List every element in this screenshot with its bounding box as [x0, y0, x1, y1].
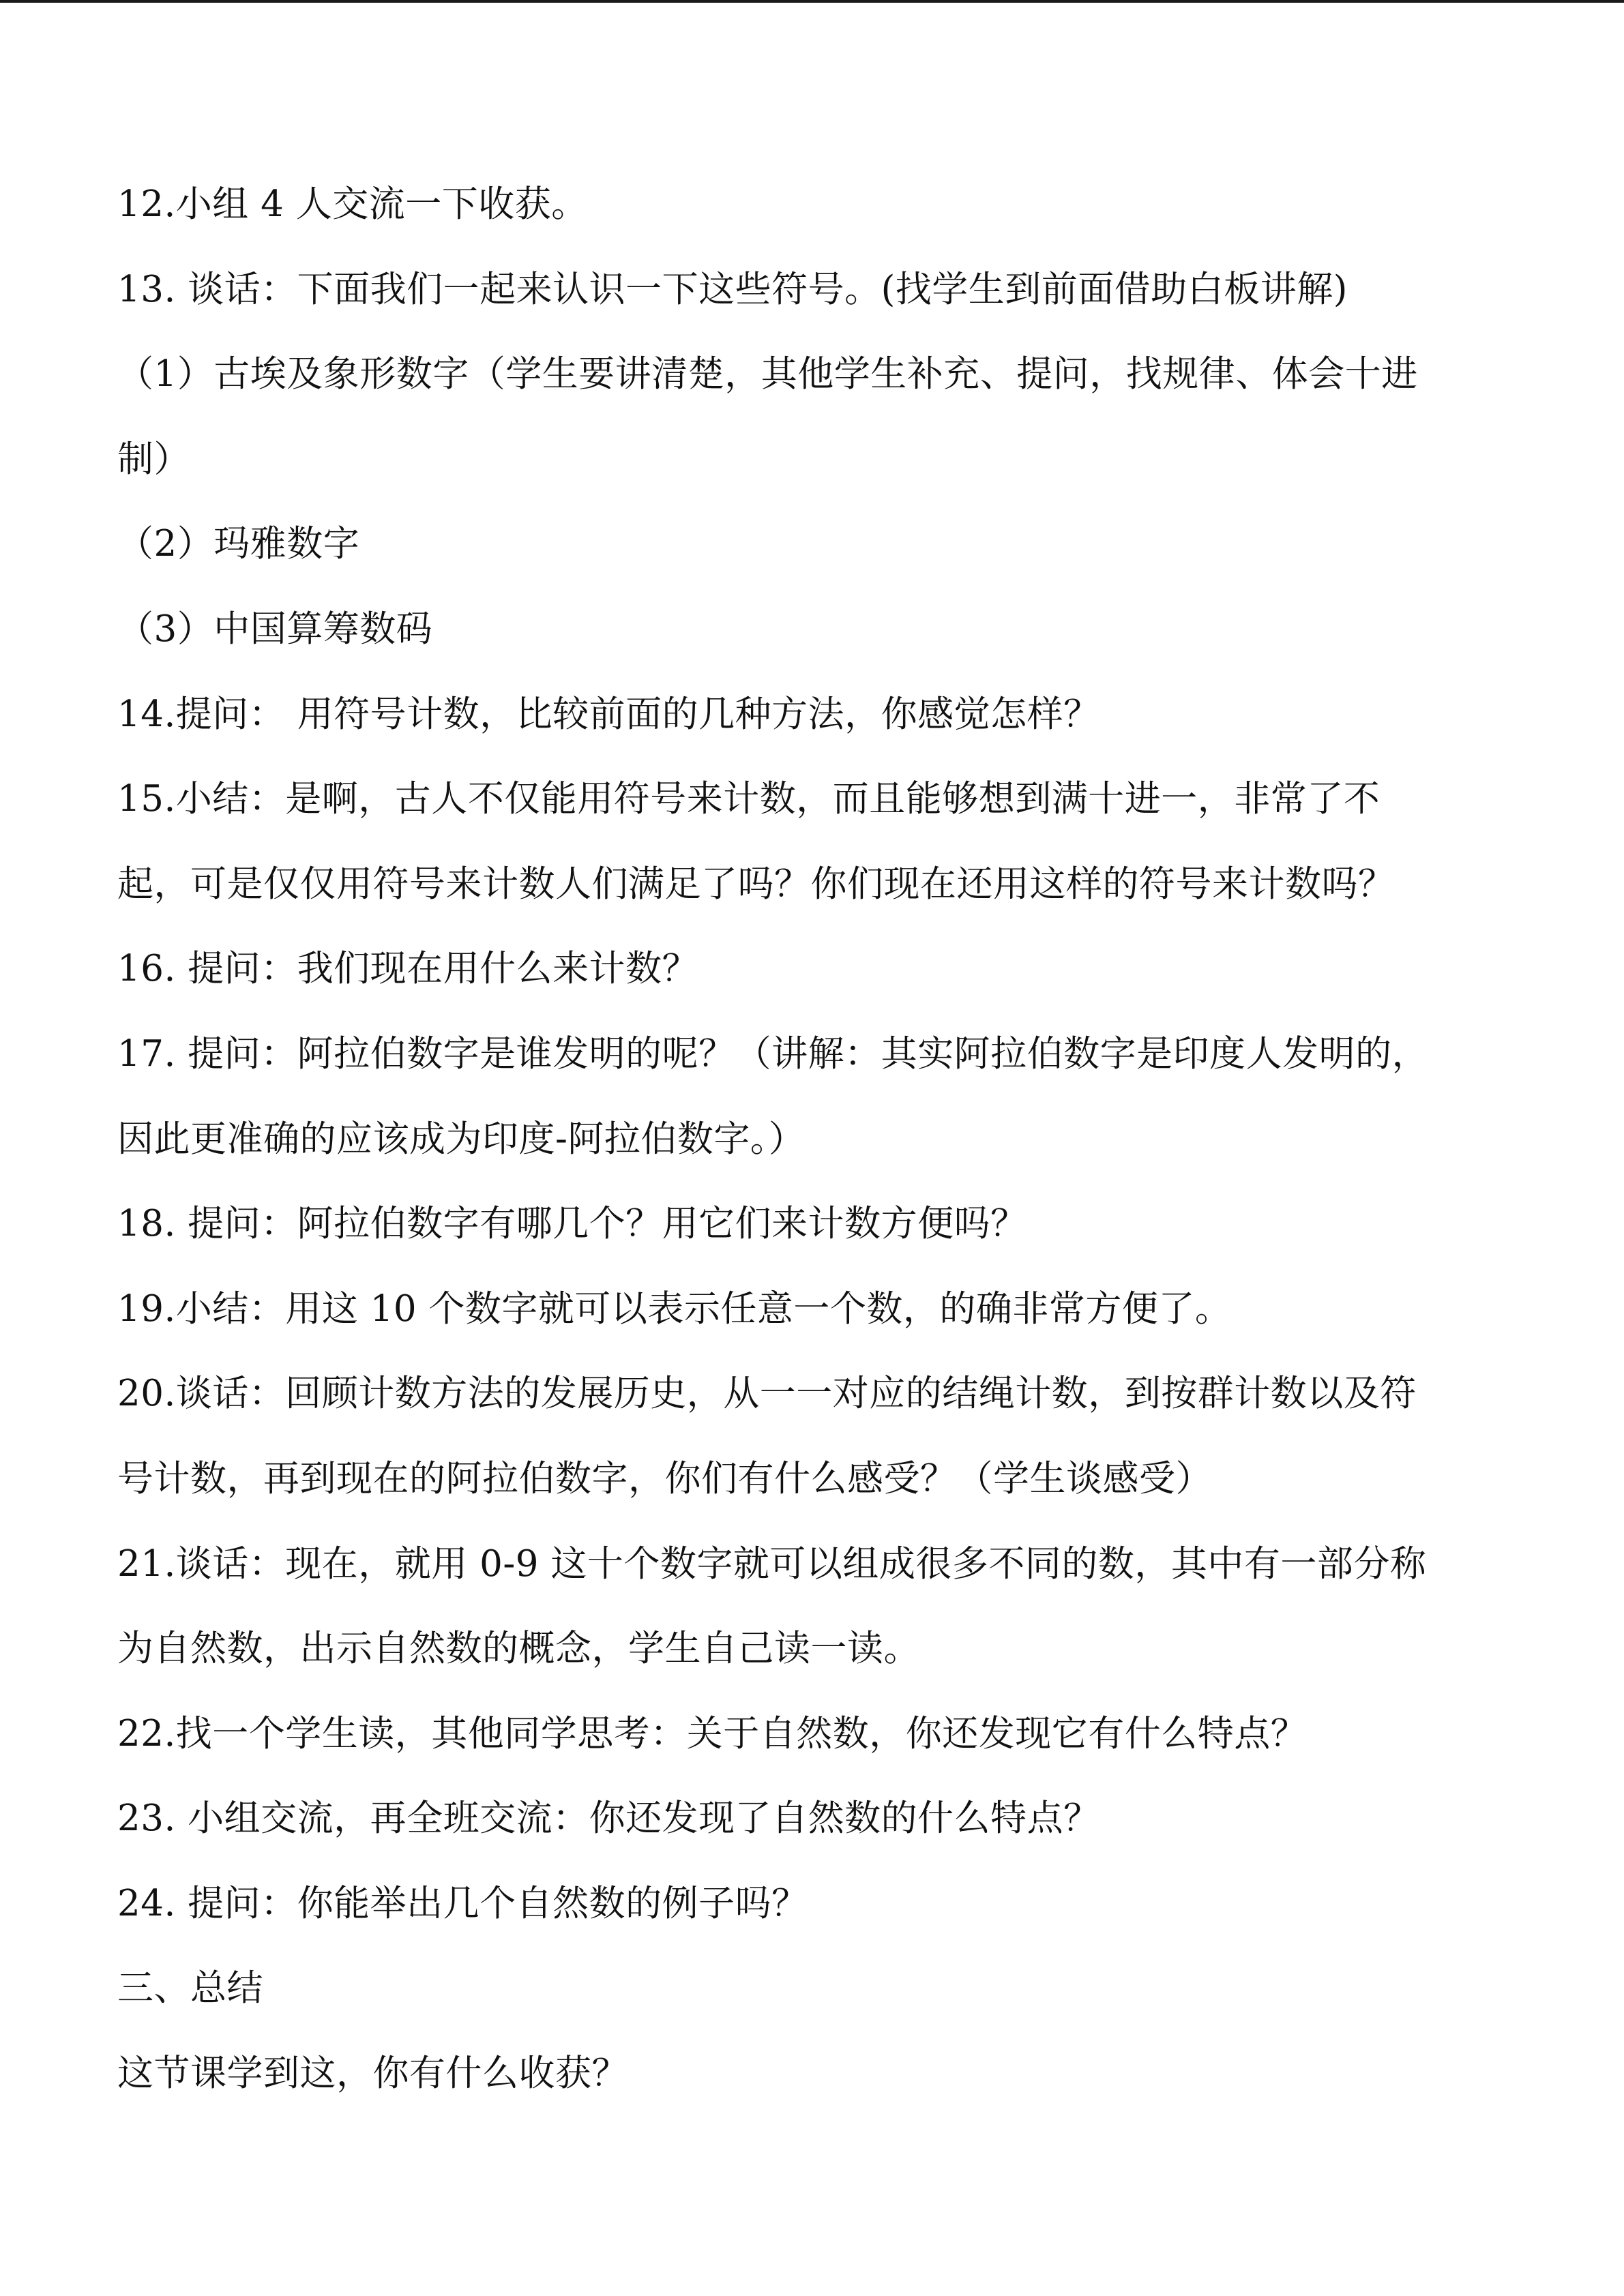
text-line: 制） [117, 438, 190, 480]
text-line: 17. 提问：阿拉伯数字是谁发明的呢？（讲解：其实阿拉伯数字是印度人发明的， [117, 1032, 1429, 1075]
text-line: 15.小结：是啊，古人不仅能用符号来计数，而且能够想到满十进一，非常了不 [117, 778, 1381, 820]
text-line: （3）中国算筹数码 [117, 608, 433, 650]
text-line: 24. 提问：你能举出几个自然数的例子吗？ [117, 1882, 808, 1924]
text-line: 14.提问： 用符号计数，比较前面的几种方法，你感觉怎样？ [117, 693, 1100, 735]
text-line: 因此更准确的应该成为印度-阿拉伯数字。） [117, 1118, 806, 1160]
text-line: 这节课学到这，你有什么收获？ [117, 2053, 628, 2095]
text-line: 19.小结：用这 10 个数字就可以表示任意一个数，的确非常方便了。 [117, 1287, 1232, 1330]
text-line: 20.谈话：回顾计数方法的发展历史，从一一对应的结绳计数，到按群计数以及符 [117, 1373, 1417, 1415]
document-body [117, 162, 1509, 2117]
text-line: （1）古埃及象形数字（学生要讲清楚，其他学生补充、提问，找规律、体会十进 [117, 353, 1418, 396]
text-line: 18. 提问：阿拉伯数字有哪几个？用它们来计数方便吗？ [117, 1203, 1027, 1245]
text-line: 12.小组 4 人交流一下收获。 [117, 183, 588, 225]
text-line: 起，可是仅仅用符号来计数人们满足了吗？你们现在还用这样的符号来计数吗？ [117, 863, 1395, 905]
text-line: 22.找一个学生读，其他同学思考：关于自然数，你还发现它有什么特点？ [117, 1712, 1308, 1755]
text-line: 为自然数，出示自然数的概念，学生自己读一读。 [117, 1628, 920, 1670]
text-line: （2）玛雅数字 [117, 523, 360, 565]
text-line: 16. 提问：我们现在用什么来计数？ [117, 948, 699, 990]
section-heading: 三、总结 [117, 1967, 263, 2010]
text-line: 号计数，再到现在的阿拉伯数字，你们有什么感受？（学生谈感受） [117, 1457, 1212, 1500]
text-line: 23. 小组交流，再全班交流：你还发现了自然数的什么特点？ [117, 1798, 1100, 1840]
text-line: 13. 谈话：下面我们一起来认识一下这些符号。(找学生到前面借助白板讲解) [117, 268, 1348, 310]
text-line: 21.谈话：现在，就用 0-9 这十个数字就可以组成很多不同的数，其中有一部分称 [117, 1542, 1427, 1585]
